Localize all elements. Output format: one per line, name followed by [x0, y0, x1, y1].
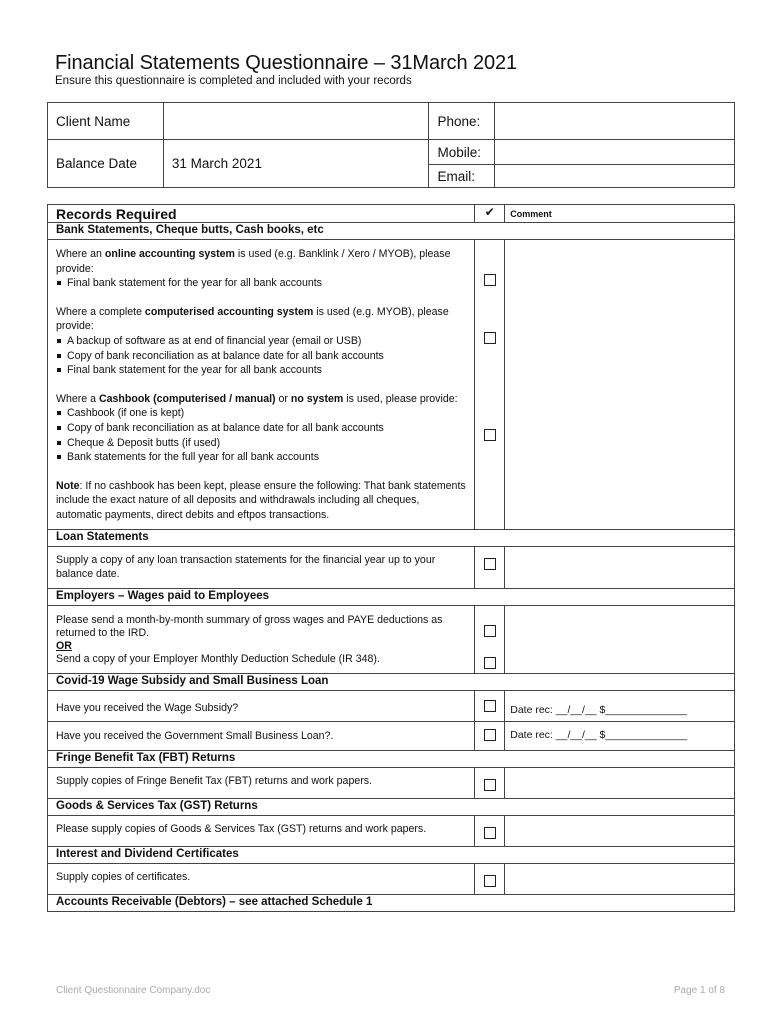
loan-checkbox-cell: [475, 546, 505, 588]
loan-instructions: Supply a copy of any loan transaction statements for the financial year up to your balance date.: [48, 546, 475, 588]
section-accounts-receivable: Accounts Receivable (Debtors) – see attached Schedule 1: [48, 895, 735, 912]
records-required-header: Records Required: [48, 205, 475, 223]
comment-column-header: Comment: [505, 205, 735, 223]
client-details-table: [47, 102, 735, 188]
interest-comment-field[interactable]: [505, 864, 735, 895]
section-covid: Covid-19 Wage Subsidy and Small Business Loan: [48, 673, 735, 690]
wages-summary-checkbox[interactable]: [484, 625, 496, 637]
business-loan-checkbox[interactable]: [484, 729, 496, 741]
note-paragraph: Note: If no cashbook has been kept, please ensure the following: That bank statements include the exact nature of all deposits and withdrawals including all cheques, automatic payments, direct debits and eftpos transactions.: [56, 479, 466, 521]
page-subtitle: Ensure this questionnaire is completed and included with your records: [55, 75, 412, 87]
list-item: Cashbook (if one is kept): [56, 406, 466, 421]
footer-page-number: Page 1 of 8: [673, 985, 725, 996]
employers-text-2: Send a copy of your Employer Monthly Deduction Schedule (IR 348).: [56, 652, 380, 665]
wage-subsidy-question: Have you received the Wage Subsidy?: [48, 690, 475, 722]
online-system-paragraph: Where an online accounting system is used (e.g. Banklink / Xero / MYOB), please provide:: [56, 248, 451, 275]
online-system-checkbox[interactable]: [484, 274, 496, 286]
footer-filename: Client Questionnaire Company.doc: [56, 985, 211, 996]
online-system-list: [56, 276, 466, 291]
phone-label: Phone:: [429, 103, 495, 140]
computerised-system-list: [56, 334, 466, 378]
client-name-field[interactable]: [163, 103, 429, 140]
business-loan-date-rec[interactable]: Date rec: __/__/__ $______________: [505, 722, 735, 751]
fbt-comment-field[interactable]: [505, 768, 735, 799]
list-item: Bank statements for the full year for all bank accounts: [56, 450, 466, 465]
employers-text-1: Please send a month-by-month summary of gross wages and PAYE deductions as returned to the IRD.: [56, 613, 443, 639]
mobile-label: Mobile:: [429, 140, 495, 165]
page-title: Financial Statements Questionnaire – 31March 2021: [55, 52, 518, 74]
phone-field[interactable]: [495, 103, 735, 140]
section-bank-statements: Bank Statements, Cheque butts, Cash books, etc: [48, 223, 735, 240]
list-item: Copy of bank reconciliation as at balance date for all bank accounts: [56, 349, 466, 364]
records-table: [47, 204, 735, 912]
balance-date-label: Balance Date: [48, 140, 164, 188]
list-item: Final bank statement for the year for all bank accounts: [56, 276, 466, 291]
section-interest-dividend: Interest and Dividend Certificates: [48, 847, 735, 864]
wage-subsidy-checkbox[interactable]: [484, 700, 496, 712]
gst-instructions: Please supply copies of Goods & Services Tax (GST) returns and work papers.: [48, 816, 475, 847]
ir348-checkbox[interactable]: [484, 657, 496, 669]
email-field[interactable]: [495, 165, 735, 188]
mobile-field[interactable]: [495, 140, 735, 165]
employers-or: OR: [56, 639, 72, 652]
gst-comment-field[interactable]: [505, 816, 735, 847]
email-label: Email:: [429, 165, 495, 188]
balance-date-field[interactable]: 31 March 2021: [163, 140, 429, 188]
list-item: Final bank statement for the year for all bank accounts: [56, 363, 466, 378]
list-item: A backup of software as at end of financial year (email or USB): [56, 334, 466, 349]
loan-comment-field[interactable]: [505, 546, 735, 588]
business-loan-checkbox-cell: [475, 722, 505, 751]
fbt-checkbox-cell: [475, 768, 505, 799]
employers-checkbox-cell: [475, 605, 505, 673]
gst-checkbox-cell: [475, 816, 505, 847]
wage-subsidy-checkbox-cell: [475, 690, 505, 722]
list-item: Cheque & Deposit butts (if used): [56, 436, 466, 451]
interest-checkbox-cell: [475, 864, 505, 895]
employers-comment-field[interactable]: [505, 605, 735, 673]
employers-instructions: [48, 605, 475, 673]
cashbook-checkbox[interactable]: [484, 429, 496, 441]
interest-checkbox[interactable]: [484, 875, 496, 887]
computerised-system-paragraph: Where a complete computerised accounting system is used (e.g. MYOB), please provide:: [56, 305, 449, 333]
bank-checkbox-cell: [475, 240, 505, 530]
check-column-header: ✔: [475, 205, 505, 223]
cashbook-list: [56, 406, 466, 464]
section-loan-statements: Loan Statements: [48, 529, 735, 546]
cashbook-paragraph: Where a Cashbook (computerised / manual) or no system is used, please provide:: [56, 392, 458, 405]
business-loan-question: Have you received the Government Small Business Loan?.: [48, 722, 475, 751]
interest-instructions: Supply copies of certificates.: [48, 864, 475, 895]
gst-checkbox[interactable]: [484, 827, 496, 839]
section-fbt: Fringe Benefit Tax (FBT) Returns: [48, 751, 735, 768]
section-gst: Goods & Services Tax (GST) Returns: [48, 799, 735, 816]
bank-statements-instructions: [48, 240, 475, 530]
fbt-checkbox[interactable]: [484, 779, 496, 791]
loan-checkbox[interactable]: [484, 558, 496, 570]
computerised-system-checkbox[interactable]: [484, 332, 496, 344]
list-item: Copy of bank reconciliation as at balance date for all bank accounts: [56, 421, 466, 436]
wage-subsidy-date-rec[interactable]: Date rec: __/__/__ $______________: [505, 690, 735, 722]
section-employers: Employers – Wages paid to Employees: [48, 588, 735, 605]
bank-comment-field[interactable]: [505, 240, 735, 530]
fbt-instructions: Supply copies of Fringe Benefit Tax (FBT) returns and work papers.: [48, 768, 475, 799]
client-name-label: Client Name: [48, 103, 164, 140]
